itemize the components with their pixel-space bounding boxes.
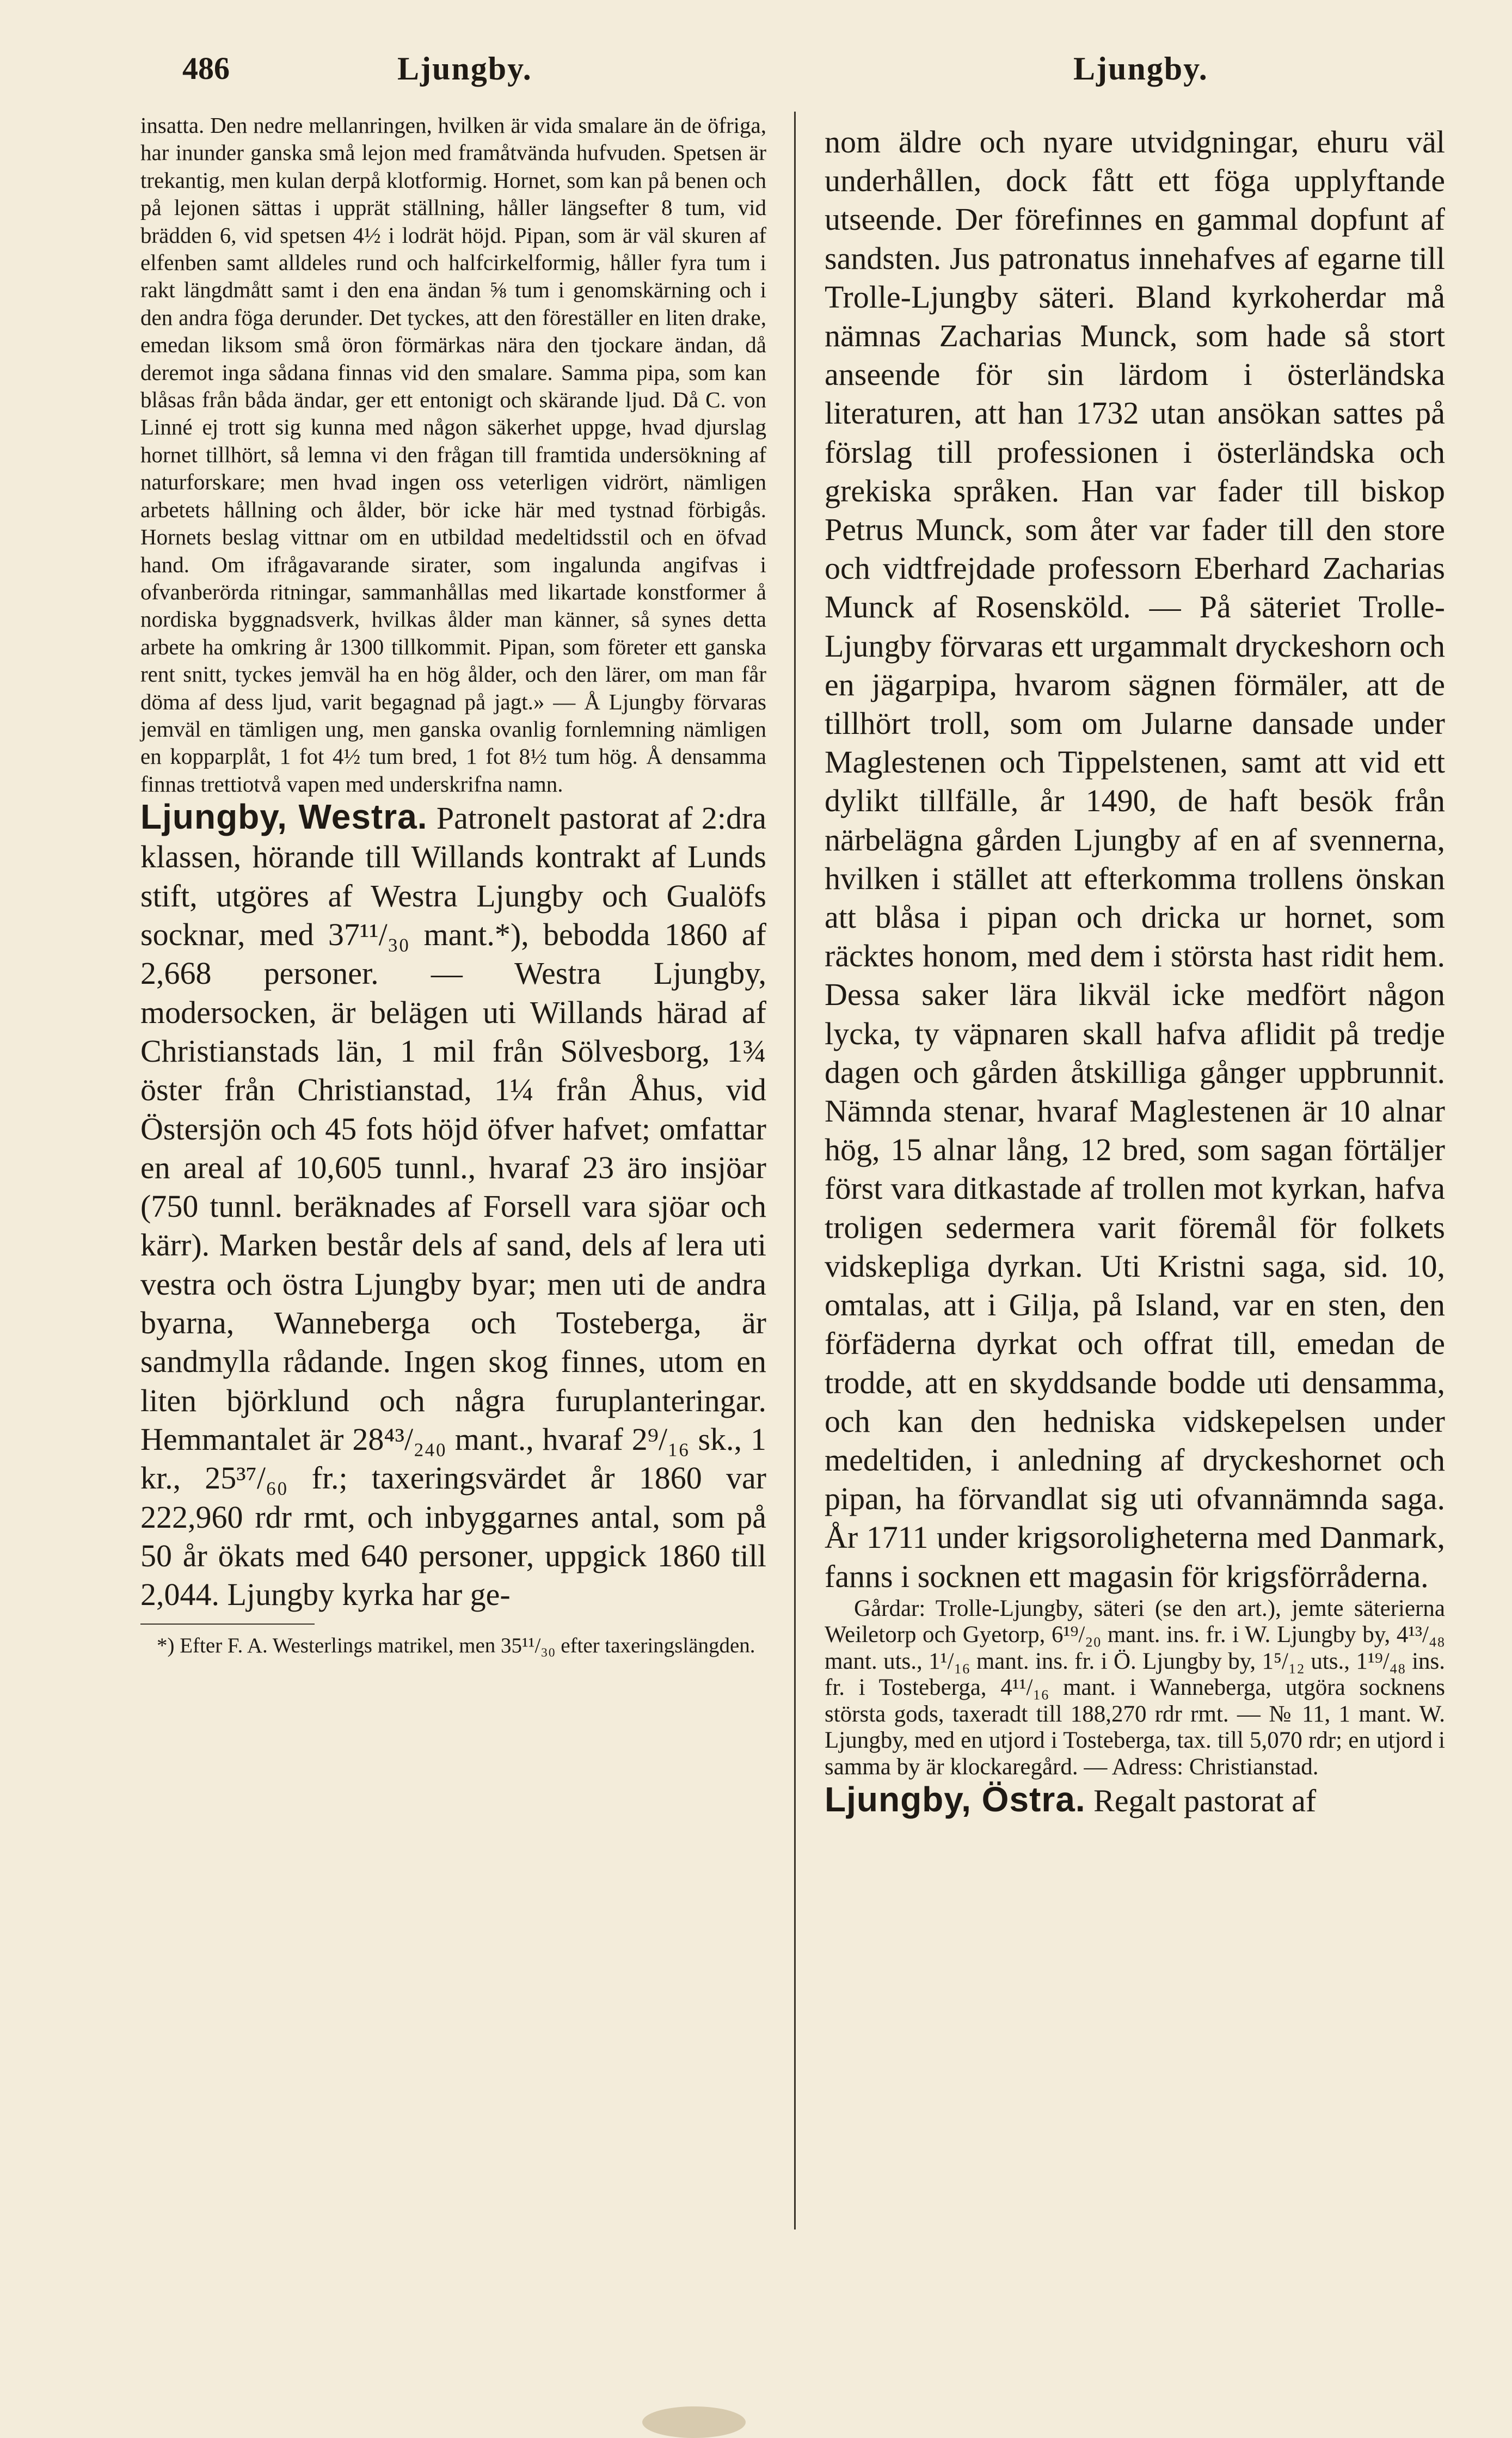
column-divider: [794, 112, 796, 2229]
entry-continuation: nom äldre och nyare utvidgningar, ehuru väl underhållen, dock fått ett föga upplyftande utseende. Der förefinnes en gammal dopfunt af sandsten. Jus patronatus innehafves af egarne till Trolle-Ljungby säteri. Bland kyrkoherdar må nämnas Zacharias Munck, som hade så stort anseende för sin lärdom i österländska literaturen, att han 1732 utan ansökan sattes på förslag till professionen i österländska och grekiska språken. Han var fader till biskop Petrus Munck, som åter var fader till den store och vidtfrejdade professorn Eberhard Zacharias Munck af Rosensköld. — På säteriet Trolle-Ljungby förvaras ett urgammalt dryckeshorn och en jägarpipa, hvarom sägnen förmäler, att de tillhört troll, som om Jularne dansade under Maglestenen och Tippelstenen, samt att vid ett dylikt tillfälle, år 1490, de haft besök från närbelägna gården Ljungby af en af svennerna, hvilken i stället att efterkomma trollens önskan att blåsa i pipan och dricka ur hornet, som räcktes honom, med dem i största hast ridit hem. Dessa saker lära likväl icke medfört någon lycka, ty väpnaren skall hafva aflidit på tredje dagen och gården åtskilliga gånger uppbrunnit. Nämnda stenar, hvaraf Maglestenen är 10 alnar hög, 15 alnar lång, 12 bred, som sagan förtäljer först vara ditkastade af trollen mot kyrkan, hafva troligen sedermera varit föremål för folkets vidskepliga dyrkan. Uti Kristni saga, sid. 10, omtalas, att i Gilja, på Island, var en sten, den förfäderna dyrkat och offrat till, emedan de trodde, att en skyddsande bodde uti densamma, och kan den hedniska vidskepelsen under medeltiden, i anledning af dryckeshornet och pipan, ha förvandlat sig uti ofvannämnda saga. År 1711 under krigsoroligheterna med Danmark, fanns i socknen ett magasin för krigsförråderna.: [825, 124, 1445, 1594]
farms-paragraph: Gårdar: Trolle-Ljungby, säteri (se den art.), jemte säterierna Weiletorp och Gyetorp, 6¹⁹/₂₀ mant. ins. fr. i W. Ljungby by, 4¹³/₄₈ mant. uts., 1¹/₁₆ mant. ins. fr. i Ö. Ljungby by, 1⁵/₁₂ uts., 1¹⁹/₄₈ ins. fr. i Tosteberga, 4¹¹/₁₆ mant. i Wanneberga, utgöra socknens största gods, taxeradt till 188,270 rdr rmt. — № 11, 1 mant. W. Ljungby, med en utjord i Tosteberga, tax. till 5,070 rdr; en utjord i samma by är klockaregård. — Adress: Christianstad.: [825, 1595, 1445, 1780]
left-column: [140, 112, 766, 1662]
page-number: 486: [182, 51, 230, 86]
paper-stain: [642, 2406, 746, 2438]
entry-headword: Ljungby, Westra.: [140, 797, 428, 837]
entry-ostra-ljungby: [825, 1780, 1445, 1820]
footnote: *) Efter F. A. Westerlings matrikel, men 35¹¹/₃₀ efter taxeringslängden.: [157, 1634, 755, 1658]
entry-headword-ostra: Ljungby, Östra.: [825, 1780, 1086, 1820]
entry-body: Patronelt pastorat af 2:dra klassen, hörande till Willands kontrakt af Lunds stift, utgöres af Westra Ljungby och Gualöfs socknar, med 37¹¹/₃₀ mant.*), bebodda 1860 af 2,668 personer. — Westra Ljungby, modersocken, är belägen uti Willands härad af Christianstads län, 1 mil från Sölvesborg, 1¾ öster från Christianstad, 1¼ från Åhus, vid Östersjön och 45 fots höjd öfver hafvet; omfattar en areal af 10,605 tunnl., hvaraf 23 äro insjöar (750 tunnl. beräknades af Forsell vara sjöar och kärr). Marken består dels af sand, dels af lera uti vestra och östra Ljungby byar; men uti de andra byarna, Wanneberga och Tosteberga, är sandmylla rådande. Ingen skog finnes, utom en liten björklund och några furuplanteringar. Hemmantalet är 28⁴³/₂₄₀ mant., hvaraf 2⁹/₁₆ sk., 1 kr., 25³⁷/₆₀ fr.; taxeringsvärdet år 1860 var 222,960 rdr rmt, och inbyggarnes antal, som på 50 år ökats med 640 personer, uppgick 1860 till 2,044. Ljungby kyrka har ge-: [140, 800, 767, 1613]
quote-continuation: insatta. Den nedre mellanringen, hvilken är vida smalare än de öfriga, har inunder ganska små lejon med framåtvända hufvuden. Spetsen är trekantig, men kulan derpå klotformig. Hornet, som kan på benen och på lejonen sättas i upprät ställning, håller längsefter 8 tum, vid brädden 6, vid spetsen 4½ i lodrät höjd. Pipan, som är väl skuren af elfenben samt alldeles rund och halfcirkelformig, håller fyra tum i rakt längdmått samt i den ena ändan ⅝ tum i genomskärning och i den andra föga derunder. Det tyckes, att den föreställer en liten drake, emedan liksom små öron förmärkas nära den tjockare ändan, då deremot inga sådana finnas vid den smalare. Samma pipa, som kan blåsas från båda ändar, ger ett entonigt och skärande ljud. Då C. von Linné ej trott sig kunna med någon säkerhet uppge, hvad djurslag hornet tillhört, så lemna vi den frågan till framtida undersökning af naturforskare; men hvad ingen oss veterligen vidrört, nämligen arbetets hållning och ålder, bör icke här med tystnad förbigås. Hornets beslag vittnar om en utbildad medeltidsstil och en öfvad hand. Om ifrågavarande sirater, som ingalunda angifvas i ofvanberörda ritningar, sammanhållas med likartade konstformer å nordiska byggnadsverk, hvilkas ålder man känner, så synes detta arbete ha omkring år 1300 tillkommit. Pipan, som företer ett ganska rent snitt, tyckes jemväl ha en hög ålder, och den lärer, om man får döma af dess ljud, varit begagnad på jagt.» — Å Ljungby förvaras jemväl en tämligen ung, men ganska ovanlig fornlemning nämligen en kopparplåt, 1 fot 4½ tum bred, 1 fot 8½ tum hög. Å densamma finnas trettiotvå vapen med underskrifna namn.: [140, 113, 766, 797]
entry-body-ostra: Regalt pastorat af: [1093, 1783, 1317, 1819]
entry-westra-ljungby: [140, 798, 766, 1614]
running-head-left: Ljungby.: [397, 51, 532, 87]
footnote-rule: [140, 1624, 315, 1625]
right-column: [825, 122, 1445, 1820]
running-head-right: Ljungby.: [1073, 51, 1208, 87]
